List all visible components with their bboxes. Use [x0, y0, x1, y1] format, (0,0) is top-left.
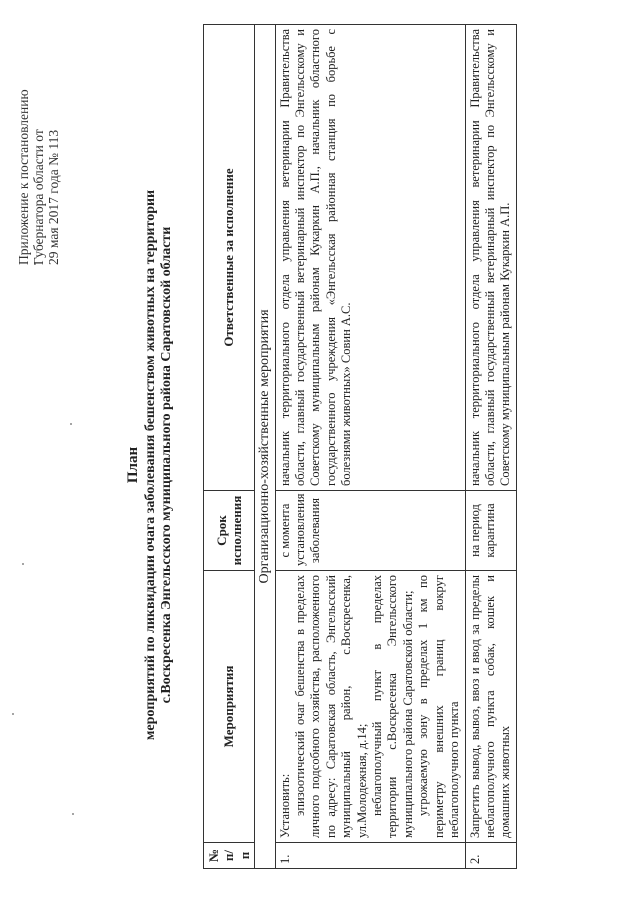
approval-line-1: Приложение к постановлению [16, 89, 31, 265]
plan-table [203, 24, 517, 869]
header-responsible: Ответственные за исполнение [204, 25, 255, 491]
scan-speck [72, 813, 74, 815]
title-heading: План [125, 446, 141, 484]
approval-line-3: 29 мая 2017 года № 113 [46, 129, 61, 265]
table-row [465, 25, 516, 869]
section-row [255, 25, 275, 869]
scan-speck [22, 563, 24, 565]
section-title: Организационно-хозяйственные мероприятия [255, 25, 275, 869]
row-activity: Запретить вывод, вывоз, ввоз и ввод за пределы неблагополучного пункта собак, кошек и домашних животных [465, 571, 516, 843]
row-responsible: начальник территориального отдела управления ветеринарии Правительства области, главный государственный ветеринарный инспектор по Энгельсскому и Советскому муниципальным районам Кукаркин А.П., начальник областного государственного учреждения «Энгельсская районная станция по борьбе с болезнями животных» Совин А.С. [275, 25, 465, 491]
row-responsible: начальник территориального отдела управления ветеринарии Правительства области, главный государственный ветеринарный инспектор по Энгельсскому и Советскому муниципальным районам Кукаркин А.П. [465, 25, 516, 491]
table-row [275, 25, 465, 869]
scan-speck [12, 713, 14, 715]
approval-line-2: Губернатора области от [31, 129, 46, 265]
header-num: № п/п [204, 843, 255, 869]
activity-paragraph: угрожаемую зону в пределах 1 км по периметру внешних границ вокруг неблагополучного пункта [416, 575, 462, 838]
row-activity [275, 571, 465, 843]
row-number: 2. [465, 843, 516, 869]
row-number: 1. [275, 843, 465, 869]
row-term: с момента установления заболевания [275, 491, 465, 571]
activity-paragraph: эпизоотический очаг бешенства в пределах личного подсобного хозяйства, расположенного по адресу: Саратовская область, Энгельсский муниципальный район, с.Воскресенка, ул.Молодежная, д.14; [293, 575, 369, 838]
table-header-row [204, 25, 255, 869]
document-title [125, 85, 175, 845]
row-term: на период карантина [465, 491, 516, 571]
title-line-1: мероприятий по ликвидации очага заболевания бешенством животных на территории [143, 189, 158, 741]
title-line-2: с.Воскресенка Энгельсского муниципального района Саратовской области [159, 226, 174, 704]
header-term: Срок исполнения [204, 491, 255, 571]
approval-stamp [16, 35, 61, 265]
header-activities: Мероприятия [204, 571, 255, 843]
scan-speck [70, 423, 72, 425]
activity-paragraph: неблагополучный пункт в пределах территории с.Воскресенка Энгельсского муниципального района Саратовской области; [370, 575, 415, 838]
activity-lead: Установить: [277, 773, 292, 838]
